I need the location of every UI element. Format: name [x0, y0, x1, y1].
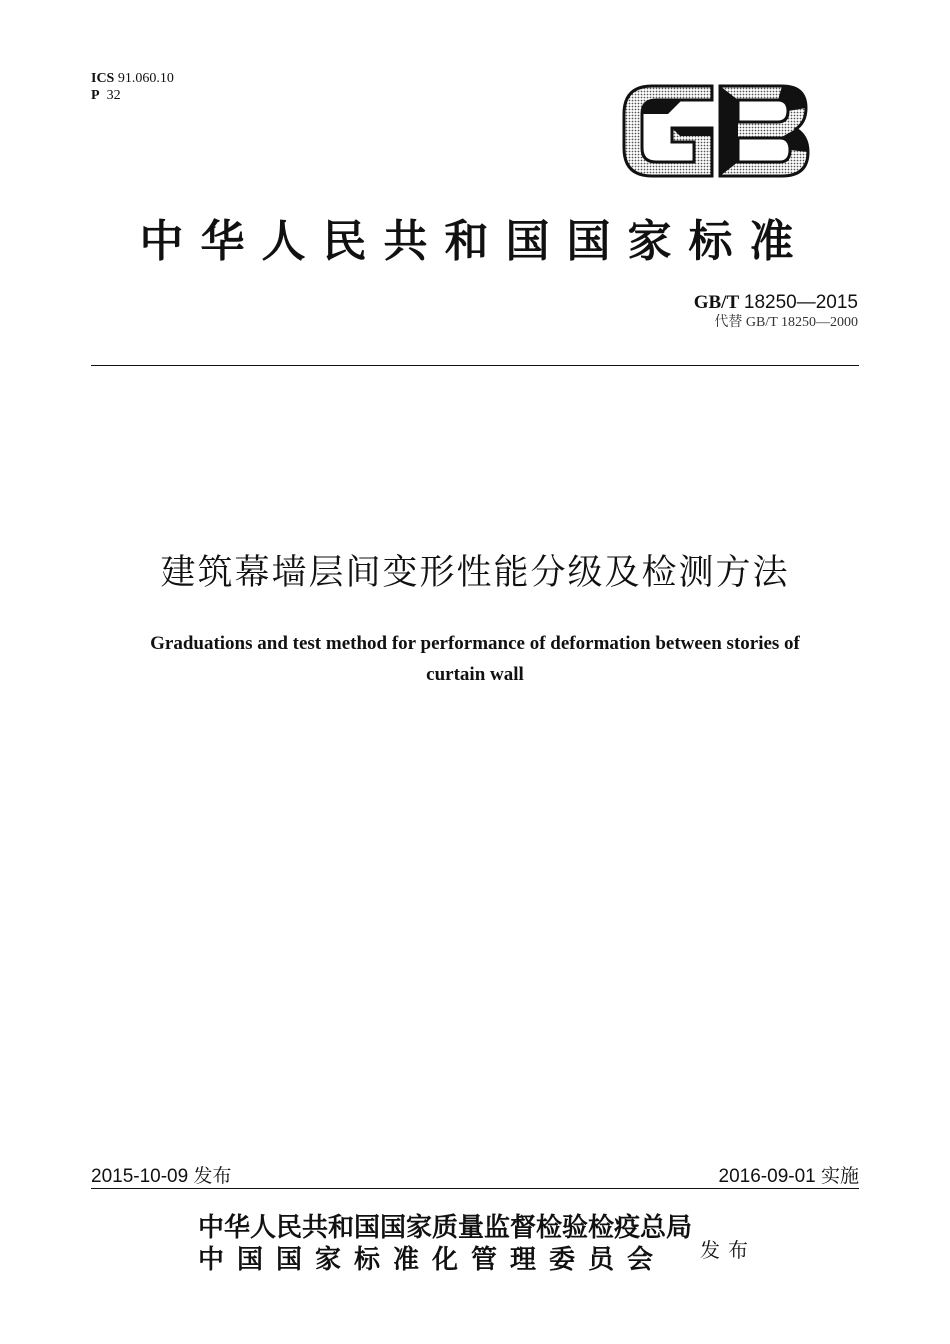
- ics-code: [91, 70, 174, 87]
- ics-label: ICS: [91, 71, 115, 86]
- gb-logo: [622, 84, 810, 178]
- issue-date: 2015-10-09 发布: [91, 1166, 232, 1187]
- title-english: [80, 628, 870, 690]
- national-standard-heading: 中华人民共和国国家标准: [139, 216, 811, 267]
- ccs-value: 32: [106, 88, 121, 103]
- issuing-authorities: [198, 1212, 692, 1276]
- implementation-date: 2016-09-01 实施: [718, 1166, 859, 1187]
- ccs-label: P: [91, 88, 100, 103]
- ccs-code: [91, 87, 174, 104]
- publish-label: 发布: [700, 1238, 756, 1262]
- standard-prefix: GB/T: [693, 292, 740, 313]
- header-divider: [91, 365, 859, 366]
- replaced-standard: 代替 GB/T 18250—2000: [714, 315, 858, 330]
- ics-value: 91.060.10: [117, 71, 174, 86]
- issuer-sac: 中国国家标准化管理委员会: [198, 1245, 667, 1275]
- title-chinese: 建筑幕墙层间变形性能分级及检测方法: [160, 553, 790, 593]
- title-english-line1: Graduations and test method for performance of deformation between stories of: [150, 633, 800, 654]
- classification-codes: [91, 70, 174, 104]
- title-english-line2: curtain wall: [426, 664, 524, 685]
- standard-number-value: 18250—2015: [743, 292, 858, 313]
- footer-divider: [91, 1188, 859, 1189]
- issuer-aqsiq: 中华人民共和国国家质量监督检验检疫总局: [198, 1213, 693, 1243]
- standard-number: [694, 292, 858, 314]
- standard-code-block: [694, 292, 858, 332]
